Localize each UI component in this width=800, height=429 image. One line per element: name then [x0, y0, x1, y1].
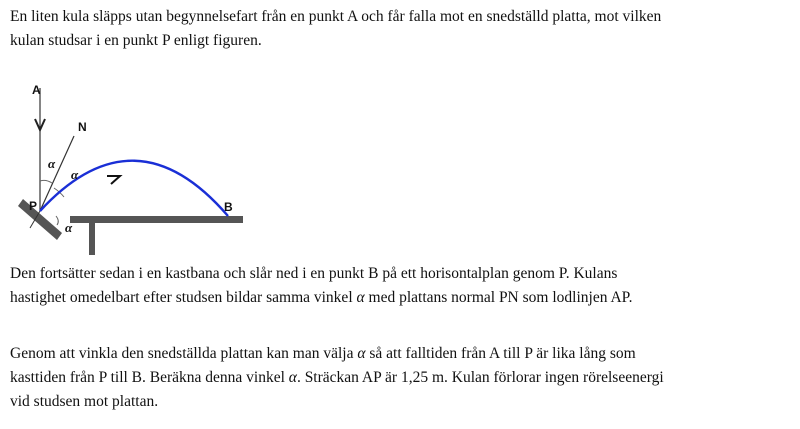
physics-figure — [10, 78, 250, 258]
alpha-symbol: α — [357, 345, 366, 362]
task-paragraph — [10, 342, 795, 414]
label-N: N — [78, 120, 87, 134]
label-alpha-lower: α — [65, 220, 73, 235]
trajectory-curve — [40, 161, 228, 216]
label-B: B — [224, 200, 233, 214]
alpha-symbol: α — [356, 289, 365, 306]
normal-line-PN — [40, 136, 74, 211]
description-line-2: hastighet omedelbart efter studsen bildar samma vinkel α med plattans normal PN som lodlinjen AP. — [10, 289, 633, 306]
horizontal-plane — [70, 216, 243, 223]
label-P: P — [29, 199, 38, 213]
alpha-symbol: α — [288, 369, 297, 386]
task-line-3: vid studsen mot plattan. — [10, 393, 159, 410]
label-A: A — [32, 83, 41, 97]
angle-arc-lower — [56, 216, 58, 225]
description-line-1: Den fortsätter sedan i en kastbana och slår ned i en punkt B på ett horisontalplan genom P. Kulans — [10, 265, 618, 282]
task-line-2: kasttiden från P till B. Beräkna denna vinkel α. Sträckan AP är 1,25 m. Kulan förlorar ingen rörelseenergi — [10, 369, 664, 386]
angle-arc-upper — [40, 180, 52, 183]
trajectory-arrowhead — [107, 176, 120, 184]
plane-support — [89, 223, 95, 255]
intro-line-1: En liten kula släpps utan begynnelsefart från en punkt A och får falla mot en snedställd platta, mot vilken — [10, 8, 662, 25]
figure-svg — [10, 78, 250, 258]
label-alpha-upper: α — [48, 156, 56, 171]
intro-line-2: kulan studsar i en punkt P enligt figuren. — [10, 32, 262, 49]
task-line-1: Genom att vinkla den snedställda plattan kan man välja α så att falltiden från A till P är lika lång som — [10, 345, 636, 362]
intro-paragraph — [10, 5, 795, 53]
label-alpha-mid: α — [71, 167, 79, 182]
description-paragraph — [10, 262, 795, 310]
